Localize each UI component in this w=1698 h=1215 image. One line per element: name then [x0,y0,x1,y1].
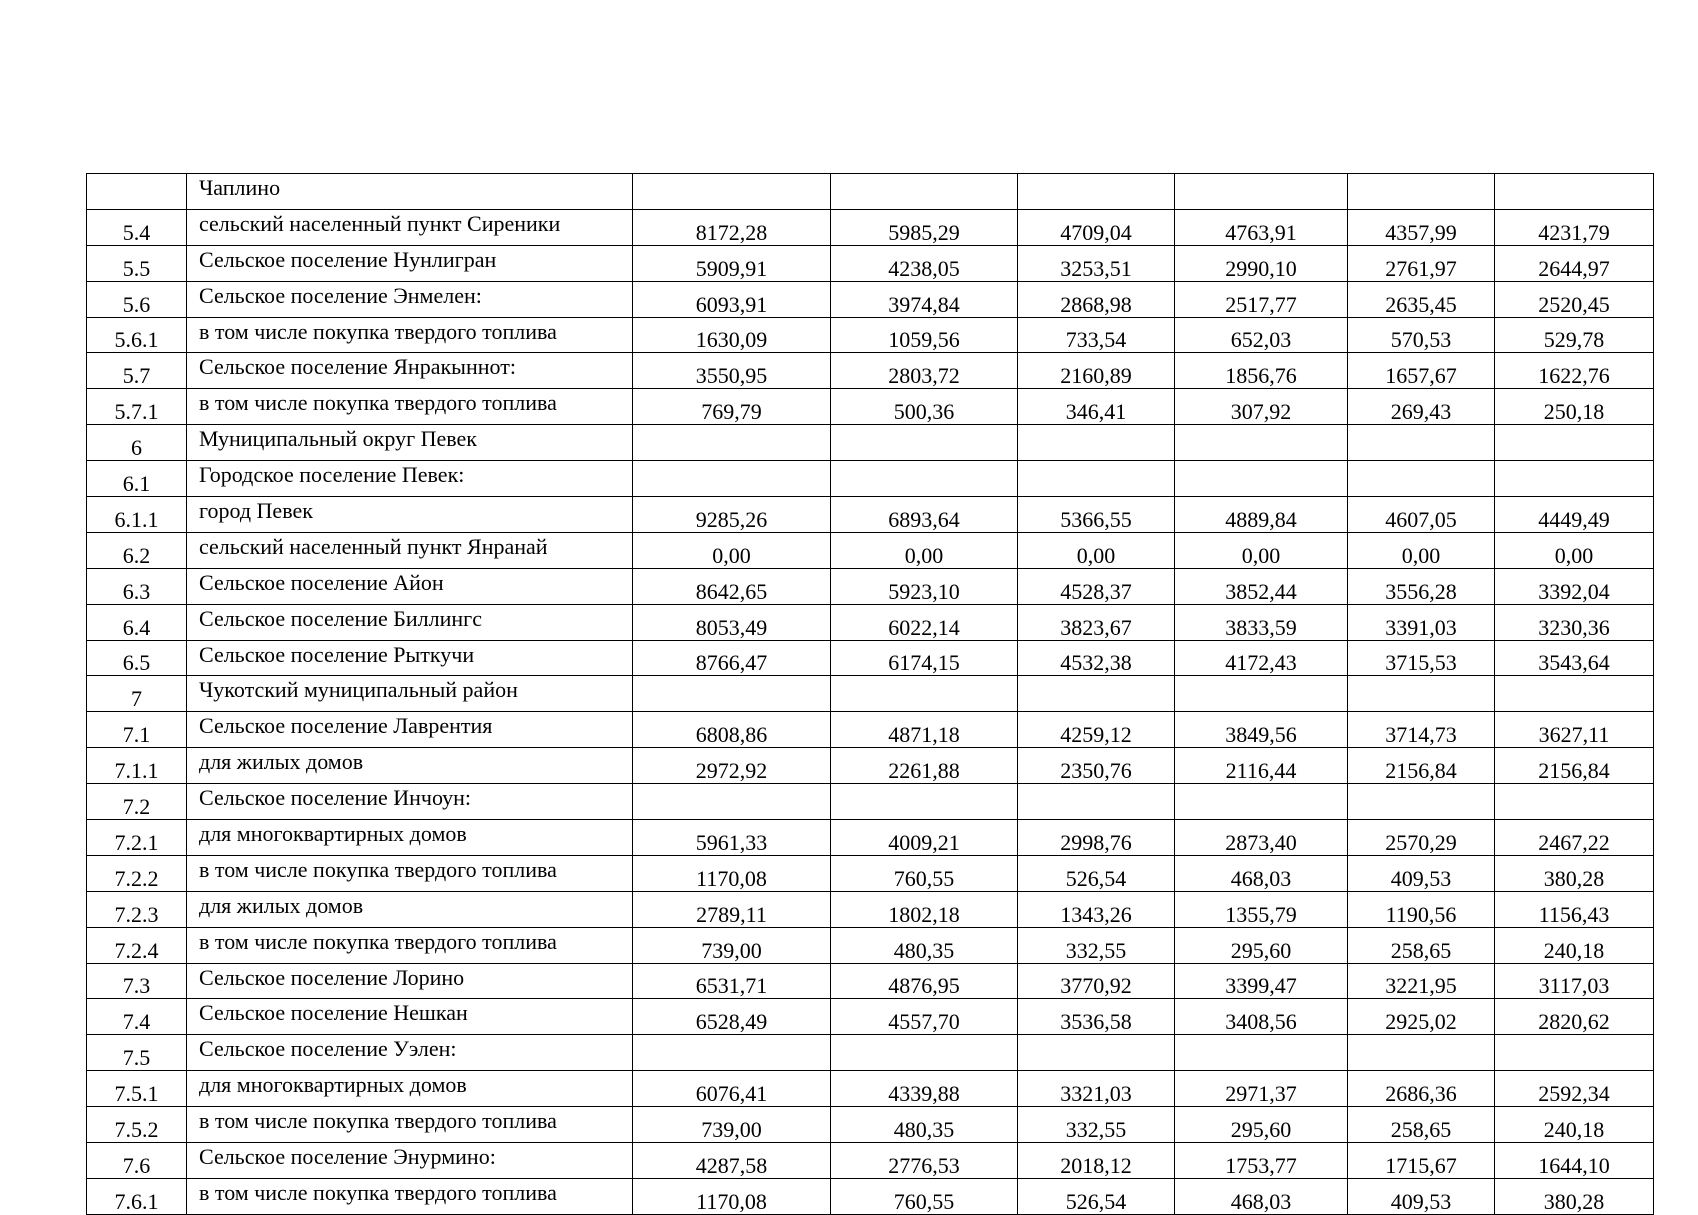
row-number-cell: 7 [87,676,187,712]
value-cell: 4259,12 [1018,712,1175,748]
value-cell [1175,174,1348,210]
value-cell: 526,54 [1018,855,1175,891]
value-cell: 570,53 [1348,317,1495,353]
table-row [87,425,1654,461]
value-cell [1348,174,1495,210]
settlement-name-cell: Сельское поселение Лорино [187,963,633,999]
value-cell: 8053,49 [633,604,831,640]
value-cell: 2018,12 [1018,1143,1175,1179]
row-number-cell: 6.1.1 [87,497,187,533]
row-number-cell: 7.1.1 [87,748,187,784]
value-cell: 2761,97 [1348,245,1495,281]
table-row [87,927,1654,963]
value-cell [1175,784,1348,820]
value-cell: 0,00 [831,532,1018,568]
value-cell: 2789,11 [633,891,831,927]
table-row [87,174,1654,210]
value-cell: 1190,56 [1348,891,1495,927]
table-row [87,532,1654,568]
value-cell: 1630,09 [633,317,831,353]
value-cell: 307,92 [1175,389,1348,425]
value-cell [1348,461,1495,497]
value-cell: 480,35 [831,927,1018,963]
settlement-name-cell: Сельское поселение Нешкан [187,999,633,1035]
value-cell [1175,425,1348,461]
table-row [87,855,1654,891]
settlement-name-cell: Сельское поселение Уэлен: [187,1035,633,1071]
value-cell: 739,00 [633,1107,831,1143]
table-row [87,640,1654,676]
value-cell: 3392,04 [1495,568,1654,604]
table-row [87,784,1654,820]
value-cell: 733,54 [1018,317,1175,353]
settlement-name-cell: Сельское поселение Нунлигран [187,245,633,281]
value-cell: 3117,03 [1495,963,1654,999]
value-cell [633,461,831,497]
value-cell: 250,18 [1495,389,1654,425]
value-cell: 4339,88 [831,1071,1018,1107]
value-cell: 3221,95 [1348,963,1495,999]
value-cell: 6076,41 [633,1071,831,1107]
value-cell: 5366,55 [1018,497,1175,533]
value-cell: 1753,77 [1175,1143,1348,1179]
table-row [87,604,1654,640]
value-cell: 2776,53 [831,1143,1018,1179]
row-number-cell: 6.1 [87,461,187,497]
value-cell: 3391,03 [1348,604,1495,640]
value-cell [633,174,831,210]
value-cell: 2570,29 [1348,820,1495,856]
row-number-cell: 7.5 [87,1035,187,1071]
value-cell: 8766,47 [633,640,831,676]
table-row [87,712,1654,748]
value-cell: 269,43 [1348,389,1495,425]
value-cell: 346,41 [1018,389,1175,425]
value-cell: 3715,53 [1348,640,1495,676]
value-cell: 240,18 [1495,1107,1654,1143]
value-cell [1495,425,1654,461]
value-cell: 468,03 [1175,1178,1348,1214]
value-cell: 2635,45 [1348,281,1495,317]
settlement-name-cell: в том числе покупка твердого топлива [187,927,633,963]
value-cell [1495,784,1654,820]
value-cell: 1355,79 [1175,891,1348,927]
value-cell: 4557,70 [831,999,1018,1035]
value-cell: 4607,05 [1348,497,1495,533]
value-cell: 1715,67 [1348,1143,1495,1179]
value-cell: 2592,34 [1495,1071,1654,1107]
table-row [87,1178,1654,1214]
value-cell: 3321,03 [1018,1071,1175,1107]
value-cell: 332,55 [1018,927,1175,963]
value-cell: 2116,44 [1175,748,1348,784]
value-cell: 3852,44 [1175,568,1348,604]
row-number-cell: 6.3 [87,568,187,604]
settlement-name-cell: Сельское поселение Биллингс [187,604,633,640]
settlement-name-cell: Чукотский муниципальный район [187,676,633,712]
value-cell [831,425,1018,461]
settlement-name-cell: Сельское поселение Лаврентия [187,712,633,748]
value-cell: 2686,36 [1348,1071,1495,1107]
settlement-name-cell: сельский населенный пункт Янранай [187,532,633,568]
settlement-name-cell: в том числе покупка твердого топлива [187,389,633,425]
settlement-name-cell: город Певек [187,497,633,533]
value-cell: 1059,56 [831,317,1018,353]
row-number-cell: 5.4 [87,209,187,245]
value-cell: 2261,88 [831,748,1018,784]
row-number-cell: 5.5 [87,245,187,281]
table-row [87,317,1654,353]
value-cell: 4763,91 [1175,209,1348,245]
table-row [87,209,1654,245]
row-number-cell: 7.2.1 [87,820,187,856]
value-cell: 4528,37 [1018,568,1175,604]
value-cell: 2467,22 [1495,820,1654,856]
value-cell: 6174,15 [831,640,1018,676]
value-cell: 5923,10 [831,568,1018,604]
table-row [87,353,1654,389]
value-cell: 769,79 [633,389,831,425]
table-row [87,1107,1654,1143]
settlement-name-cell: Сельское поселение Рыткучи [187,640,633,676]
value-cell [1018,461,1175,497]
value-cell [633,1035,831,1071]
value-cell: 4449,49 [1495,497,1654,533]
value-cell: 1622,76 [1495,353,1654,389]
value-cell: 2998,76 [1018,820,1175,856]
value-cell: 2803,72 [831,353,1018,389]
value-cell: 3974,84 [831,281,1018,317]
value-cell: 2972,92 [633,748,831,784]
value-cell: 295,60 [1175,1107,1348,1143]
value-cell: 2520,45 [1495,281,1654,317]
row-number-cell: 7.2.2 [87,855,187,891]
value-cell: 3230,36 [1495,604,1654,640]
value-cell: 3556,28 [1348,568,1495,604]
value-cell: 2350,76 [1018,748,1175,784]
value-cell: 3849,56 [1175,712,1348,748]
table-body [87,174,1654,1215]
value-cell: 739,00 [633,927,831,963]
value-cell: 2990,10 [1175,245,1348,281]
value-cell: 2925,02 [1348,999,1495,1035]
row-number-cell [87,174,187,210]
value-cell: 1156,43 [1495,891,1654,927]
value-cell [633,676,831,712]
value-cell [1348,1035,1495,1071]
value-cell: 4238,05 [831,245,1018,281]
table-row [87,891,1654,927]
row-number-cell: 7.5.2 [87,1107,187,1143]
value-cell: 258,65 [1348,927,1495,963]
value-cell: 468,03 [1175,855,1348,891]
settlement-name-cell: в том числе покупка твердого топлива [187,1178,633,1214]
value-cell: 2156,84 [1348,748,1495,784]
value-cell: 4871,18 [831,712,1018,748]
value-cell: 4009,21 [831,820,1018,856]
value-cell: 9285,26 [633,497,831,533]
value-cell [1495,174,1654,210]
table-row [87,748,1654,784]
value-cell: 8172,28 [633,209,831,245]
value-cell [1495,1035,1654,1071]
table-row [87,497,1654,533]
value-cell: 5961,33 [633,820,831,856]
row-number-cell: 7.3 [87,963,187,999]
row-number-cell: 7.2 [87,784,187,820]
value-cell: 2873,40 [1175,820,1348,856]
value-cell: 295,60 [1175,927,1348,963]
table-row [87,1035,1654,1071]
value-cell [1018,676,1175,712]
value-cell: 1802,18 [831,891,1018,927]
table-row [87,676,1654,712]
settlement-name-cell: Чаплино [187,174,633,210]
value-cell [1175,461,1348,497]
settlement-name-cell: для многоквартирных домов [187,1071,633,1107]
value-cell [831,1035,1018,1071]
value-cell: 2160,89 [1018,353,1175,389]
value-cell: 6528,49 [633,999,831,1035]
table-row [87,389,1654,425]
settlement-name-cell: для жилых домов [187,891,633,927]
value-cell: 258,65 [1348,1107,1495,1143]
value-cell: 8642,65 [633,568,831,604]
value-cell: 4532,38 [1018,640,1175,676]
value-cell: 3823,67 [1018,604,1175,640]
value-cell: 2156,84 [1495,748,1654,784]
value-cell: 2868,98 [1018,281,1175,317]
value-cell: 409,53 [1348,855,1495,891]
value-cell [1018,174,1175,210]
value-cell: 0,00 [1495,532,1654,568]
value-cell: 1343,26 [1018,891,1175,927]
table-row [87,568,1654,604]
row-number-cell: 6 [87,425,187,461]
settlement-name-cell: Сельское поселение Энурмино: [187,1143,633,1179]
value-cell: 6808,86 [633,712,831,748]
value-cell: 3833,59 [1175,604,1348,640]
value-cell: 1170,08 [633,1178,831,1214]
value-cell: 5909,91 [633,245,831,281]
value-cell [1348,676,1495,712]
row-number-cell: 6.4 [87,604,187,640]
value-cell: 529,78 [1495,317,1654,353]
value-cell: 760,55 [831,855,1018,891]
value-cell: 0,00 [1175,532,1348,568]
value-cell: 4287,58 [633,1143,831,1179]
settlement-name-cell: в том числе покупка твердого топлива [187,317,633,353]
value-cell: 6022,14 [831,604,1018,640]
value-cell: 526,54 [1018,1178,1175,1214]
settlement-name-cell: сельский населенный пункт Сиреники [187,209,633,245]
value-cell [1495,461,1654,497]
value-cell: 3627,11 [1495,712,1654,748]
settlement-name-cell: Городское поселение Певек: [187,461,633,497]
value-cell: 6093,91 [633,281,831,317]
value-cell: 3399,47 [1175,963,1348,999]
value-cell [1018,784,1175,820]
value-cell [1175,1035,1348,1071]
value-cell: 3253,51 [1018,245,1175,281]
row-number-cell: 6.5 [87,640,187,676]
row-number-cell: 7.2.3 [87,891,187,927]
value-cell: 2517,77 [1175,281,1348,317]
value-cell [633,784,831,820]
row-number-cell: 7.5.1 [87,1071,187,1107]
value-cell: 2644,97 [1495,245,1654,281]
value-cell: 3550,95 [633,353,831,389]
value-cell [1348,425,1495,461]
value-cell [633,425,831,461]
value-cell [831,784,1018,820]
value-cell: 380,28 [1495,1178,1654,1214]
value-cell: 3770,92 [1018,963,1175,999]
row-number-cell: 7.4 [87,999,187,1035]
row-number-cell: 7.1 [87,712,187,748]
value-cell: 240,18 [1495,927,1654,963]
value-cell [831,174,1018,210]
row-number-cell: 5.6 [87,281,187,317]
table-row [87,820,1654,856]
value-cell: 500,36 [831,389,1018,425]
value-cell: 1856,76 [1175,353,1348,389]
value-cell: 2820,62 [1495,999,1654,1035]
value-cell [1018,425,1175,461]
row-number-cell: 5.7 [87,353,187,389]
value-cell: 2971,37 [1175,1071,1348,1107]
value-cell: 652,03 [1175,317,1348,353]
value-cell: 3408,56 [1175,999,1348,1035]
table-row [87,461,1654,497]
value-cell: 0,00 [633,532,831,568]
value-cell: 1644,10 [1495,1143,1654,1179]
value-cell [831,676,1018,712]
table-row [87,1071,1654,1107]
value-cell: 4876,95 [831,963,1018,999]
value-cell: 760,55 [831,1178,1018,1214]
table-row [87,281,1654,317]
value-cell: 3543,64 [1495,640,1654,676]
row-number-cell: 7.6 [87,1143,187,1179]
settlement-name-cell: в том числе покупка твердого топлива [187,855,633,891]
table-row [87,963,1654,999]
value-cell: 3536,58 [1018,999,1175,1035]
value-cell: 332,55 [1018,1107,1175,1143]
tariff-table [86,173,1654,1215]
value-cell [831,461,1018,497]
settlement-name-cell: для многоквартирных домов [187,820,633,856]
settlement-name-cell: в том числе покупка твердого топлива [187,1107,633,1143]
value-cell: 5985,29 [831,209,1018,245]
value-cell [1018,1035,1175,1071]
row-number-cell: 6.2 [87,532,187,568]
row-number-cell: 5.7.1 [87,389,187,425]
table-row [87,1143,1654,1179]
value-cell: 4889,84 [1175,497,1348,533]
row-number-cell: 7.2.4 [87,927,187,963]
value-cell: 4231,79 [1495,209,1654,245]
value-cell [1348,784,1495,820]
value-cell [1495,676,1654,712]
value-cell: 380,28 [1495,855,1654,891]
value-cell: 1657,67 [1348,353,1495,389]
settlement-name-cell: Муниципальный округ Певек [187,425,633,461]
value-cell: 1170,08 [633,855,831,891]
settlement-name-cell: Сельское поселение Энмелен: [187,281,633,317]
value-cell: 480,35 [831,1107,1018,1143]
settlement-name-cell: для жилых домов [187,748,633,784]
value-cell: 3714,73 [1348,712,1495,748]
value-cell: 4709,04 [1018,209,1175,245]
table-row [87,999,1654,1035]
row-number-cell: 7.6.1 [87,1178,187,1214]
value-cell [1175,676,1348,712]
settlement-name-cell: Сельское поселение Айон [187,568,633,604]
value-cell: 0,00 [1018,532,1175,568]
settlement-name-cell: Сельское поселение Янракыннот: [187,353,633,389]
value-cell: 6531,71 [633,963,831,999]
value-cell: 409,53 [1348,1178,1495,1214]
value-cell: 0,00 [1348,532,1495,568]
settlement-name-cell: Сельское поселение Инчоун: [187,784,633,820]
value-cell: 4357,99 [1348,209,1495,245]
row-number-cell: 5.6.1 [87,317,187,353]
table-row [87,245,1654,281]
value-cell: 4172,43 [1175,640,1348,676]
value-cell: 6893,64 [831,497,1018,533]
